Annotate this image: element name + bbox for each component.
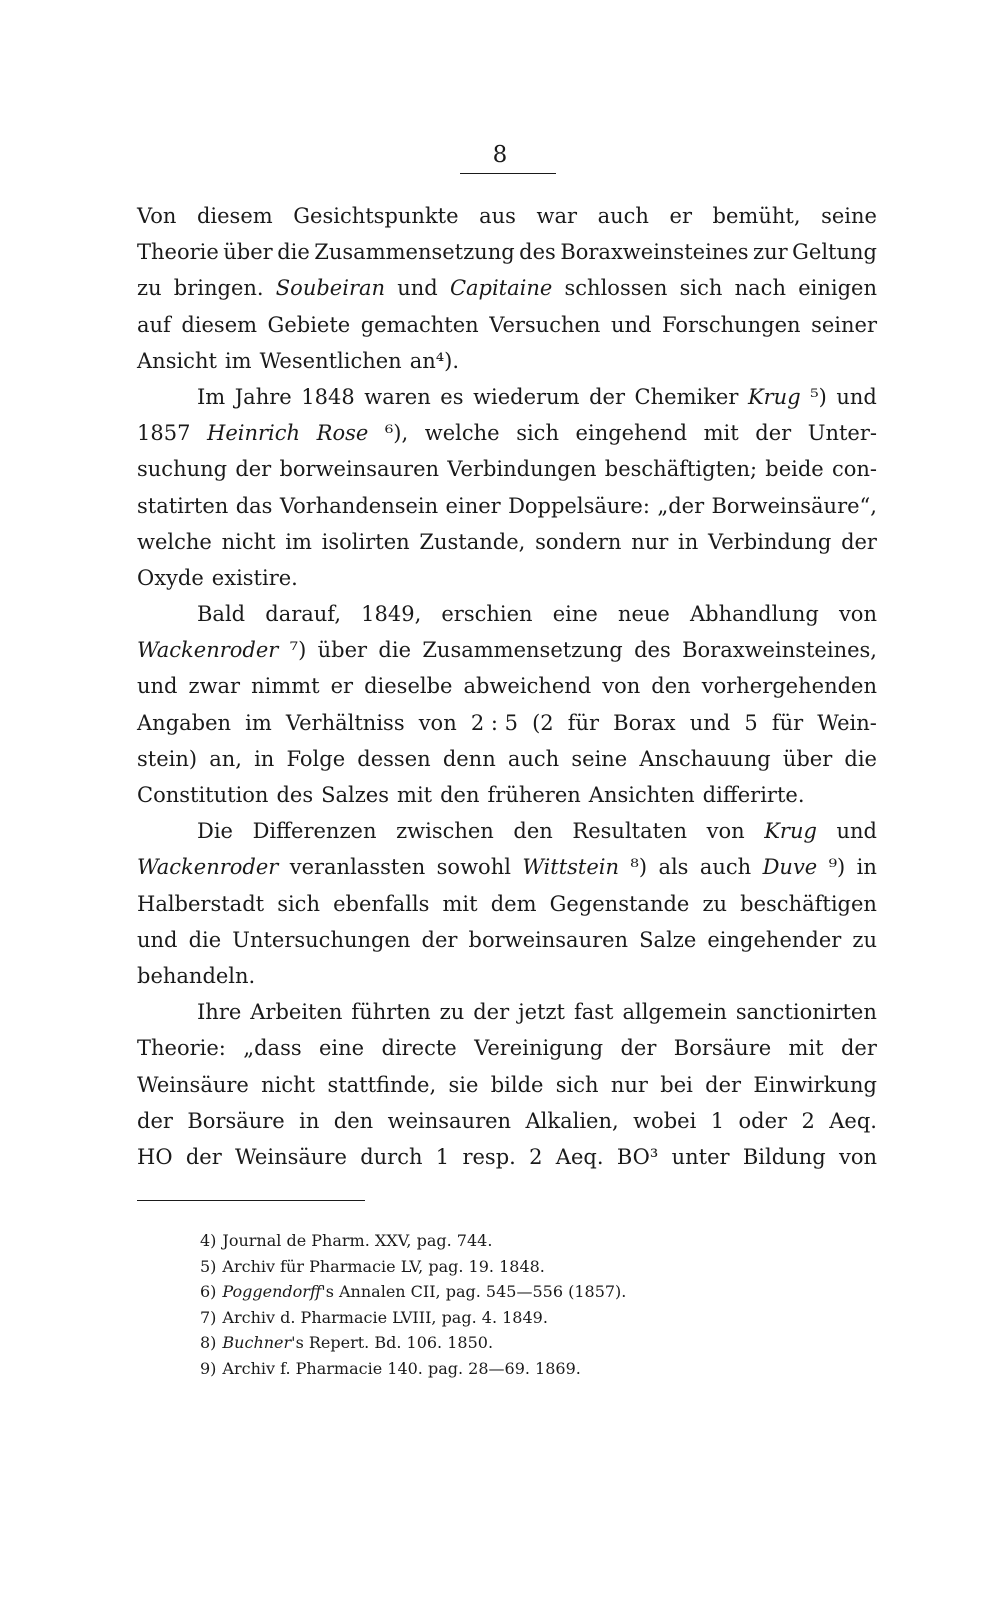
word: und — [836, 384, 877, 409]
word: dem — [490, 891, 537, 916]
word: und — [397, 276, 438, 301]
word: Differenzen — [252, 819, 377, 844]
word: wiederum — [473, 384, 580, 409]
header-rule — [460, 173, 556, 174]
footnote-number: 8) — [200, 1333, 217, 1352]
word: über — [317, 638, 368, 663]
word: des — [276, 783, 314, 807]
word: führten — [351, 1000, 431, 1025]
word: Wesentlichen — [259, 348, 402, 373]
word: Einwirkung — [753, 1072, 877, 1097]
word: auch — [699, 855, 752, 880]
word: zwischen — [396, 819, 494, 844]
word: Constitution — [137, 783, 269, 807]
word: bringen. — [173, 276, 264, 301]
word: die — [277, 240, 310, 265]
word: sich — [516, 421, 559, 446]
word: der — [473, 1000, 510, 1025]
footnote — [200, 1228, 760, 1254]
text-line — [137, 922, 877, 958]
word: ⁶), — [384, 421, 409, 446]
word: existire. — [211, 565, 298, 590]
word: Borweinsäure“, — [711, 493, 877, 518]
word: von — [838, 602, 877, 627]
word: von — [602, 674, 641, 699]
word: beide — [765, 457, 824, 482]
word: mit — [703, 421, 739, 446]
word: eingehender — [707, 927, 842, 952]
word: bei — [660, 1072, 693, 1097]
word: an⁴). — [409, 348, 460, 373]
word: Wein- — [817, 710, 877, 735]
word: 1848 — [301, 384, 355, 409]
footnote — [200, 1254, 760, 1280]
word: Gesichtspunkte — [293, 204, 459, 228]
word: bilde — [490, 1072, 544, 1097]
word: als — [658, 855, 689, 880]
word: „der — [657, 493, 705, 518]
word: Borsäure — [187, 1108, 285, 1133]
word: Aeq. — [555, 1144, 604, 1169]
footnote-text: Archiv d. Pharmacie LVIII, pag. 4. 1849. — [222, 1307, 548, 1327]
word: Verbindung — [708, 529, 832, 554]
word: Zusammensetzung — [314, 240, 515, 265]
footnote-number: 4) — [200, 1231, 217, 1250]
word: und — [610, 312, 652, 337]
word: bemüht, — [712, 204, 801, 228]
word: Weinsäure — [137, 1072, 249, 1097]
footnote-number: 5) — [200, 1256, 217, 1276]
word: Chemiker — [634, 384, 739, 409]
text-line — [137, 560, 877, 596]
text-line — [137, 379, 877, 415]
text-line — [137, 198, 877, 234]
word: Vorhandensein — [279, 493, 439, 518]
word: nicht — [261, 1072, 316, 1097]
word: der — [589, 384, 625, 409]
word: den — [333, 1108, 374, 1133]
word: darauf, — [265, 602, 341, 627]
text-line — [137, 524, 877, 560]
text-line — [137, 1067, 877, 1103]
word: Gebiete — [267, 312, 351, 337]
word: eine — [319, 1036, 365, 1061]
word: Krug — [747, 384, 801, 409]
text-line — [137, 234, 877, 270]
word: Salze — [639, 927, 697, 952]
word: directe — [381, 1036, 457, 1061]
word: das — [235, 493, 273, 518]
word: von — [838, 1144, 877, 1169]
word: Zusammensetzung — [422, 638, 623, 663]
word: Bald — [197, 602, 246, 627]
word: Unter- — [807, 421, 877, 446]
word: eingehend — [575, 421, 688, 446]
text-line — [137, 886, 877, 922]
word: 1857 — [137, 421, 191, 446]
page-number: 8 — [492, 142, 508, 168]
word: Doppelsäure: — [508, 493, 650, 518]
word: über — [223, 240, 273, 265]
word: zu — [852, 927, 877, 952]
word: welche — [137, 529, 212, 554]
footnotes — [200, 1228, 760, 1381]
word: unter — [671, 1144, 730, 1169]
word: Aeq. — [829, 1108, 877, 1133]
text-line — [137, 849, 877, 885]
word: con- — [831, 457, 877, 482]
word: Im — [197, 384, 226, 409]
word: nicht — [221, 529, 276, 554]
word: Ansicht — [137, 348, 217, 373]
word: resp. — [462, 1144, 516, 1169]
word: seiner — [811, 312, 877, 337]
word: die — [844, 746, 877, 771]
text-line — [137, 668, 877, 704]
word: nimmt — [251, 674, 320, 699]
word: stein) — [137, 746, 198, 771]
text-line — [137, 488, 877, 524]
text-line — [137, 1139, 877, 1175]
word: Boraxweinsteines, — [682, 638, 877, 663]
word: Rose — [316, 421, 369, 446]
word: Anschauung — [639, 746, 771, 771]
word: über — [782, 746, 833, 771]
word: zwar — [188, 674, 241, 699]
word: in — [678, 529, 699, 554]
word: mit — [788, 1036, 824, 1061]
word: 1 — [435, 1144, 450, 1169]
word: Wackenroder — [137, 855, 279, 880]
word: seine — [571, 746, 628, 771]
word: des — [634, 638, 671, 663]
word: 1 — [710, 1108, 725, 1133]
word: seine — [821, 204, 877, 228]
word: sowohl — [436, 855, 511, 880]
word: im — [285, 529, 312, 554]
word: den — [440, 783, 480, 807]
word: stattfinde, — [327, 1072, 437, 1097]
word: Forschungen — [661, 312, 801, 337]
word: und — [137, 927, 178, 952]
footnote-text: Buchner — [222, 1333, 292, 1352]
word: mit — [442, 891, 478, 916]
footnote — [200, 1356, 760, 1382]
word: Borax — [613, 710, 676, 735]
footnote-text: Archiv für Pharmacie LV, pag. 19. 1848. — [222, 1256, 545, 1276]
word: Capitaine — [449, 276, 553, 301]
word: der — [421, 927, 458, 952]
word: BO³ — [616, 1144, 659, 1169]
word: und — [836, 819, 877, 844]
word: war — [536, 204, 578, 228]
word: welche — [424, 421, 500, 446]
word: an, — [209, 746, 242, 771]
word: 5 — [744, 710, 758, 735]
word: von — [706, 819, 745, 844]
word: Abhandlung — [689, 602, 819, 627]
word: ⁷) — [289, 638, 307, 663]
word: in — [856, 855, 877, 880]
word: 2 — [529, 1144, 543, 1169]
text-line — [137, 1103, 877, 1139]
word: dessen — [357, 746, 431, 771]
word: der — [620, 1036, 657, 1061]
word: ⁸) — [630, 855, 648, 880]
word: wobei — [633, 1108, 697, 1133]
word: Angaben — [137, 710, 232, 735]
word: beschäftigten; — [604, 457, 758, 482]
word: behandeln. — [137, 963, 256, 988]
text-line — [137, 343, 877, 379]
footnote-text: 's Annalen CII, pag. 545—556 (1857). — [321, 1282, 627, 1301]
word: im — [245, 710, 272, 735]
word: der — [705, 1072, 742, 1097]
text-line — [137, 270, 877, 306]
word: differirte. — [702, 783, 805, 807]
word: Ansichten — [588, 783, 695, 807]
word: jetzt — [518, 1000, 565, 1025]
text-line — [137, 813, 877, 849]
word: der — [137, 1108, 173, 1133]
word: den — [651, 674, 691, 699]
word: der — [185, 1144, 222, 1169]
word: ebenfalls — [333, 891, 430, 916]
word: eine — [552, 602, 598, 627]
word: auf — [137, 312, 171, 337]
word: dieselbe — [364, 674, 453, 699]
word: Krug — [764, 819, 817, 844]
word: der — [755, 421, 792, 446]
word: 2 : 5 — [470, 710, 518, 735]
footnote — [200, 1305, 760, 1331]
word: Resultaten — [572, 819, 688, 844]
word: statirten — [137, 493, 229, 518]
word: sich — [555, 1072, 599, 1097]
text-line — [137, 705, 877, 741]
word: in — [254, 746, 275, 771]
word: weinsauren — [387, 1108, 512, 1133]
word: und — [137, 674, 178, 699]
text-line — [137, 632, 877, 668]
word: zu — [439, 1000, 465, 1025]
word: die — [378, 638, 411, 663]
footnote — [200, 1279, 760, 1305]
word: er — [330, 674, 354, 699]
word: der — [841, 529, 877, 554]
word: Oxyde — [137, 565, 204, 590]
word: Die — [197, 819, 233, 844]
word: Von — [137, 204, 177, 228]
word: Geltung — [792, 240, 877, 265]
word: veranlassten — [289, 855, 426, 880]
word: allgemein — [622, 1000, 727, 1025]
word: diesem — [196, 204, 273, 228]
word: neue — [617, 602, 670, 627]
word: mit — [397, 783, 433, 807]
word: nur — [610, 1072, 648, 1097]
word: Versuchen — [489, 312, 601, 337]
word: Weinsäure — [235, 1144, 347, 1169]
footnote-text: 's Repert. Bd. 106. 1850. — [291, 1333, 494, 1352]
text-line — [137, 777, 877, 813]
word: aus — [479, 204, 516, 228]
word: der — [840, 1036, 877, 1061]
word: waren — [364, 384, 431, 409]
word: gemachten — [360, 312, 479, 337]
word: diesem — [181, 312, 258, 337]
word: er — [669, 204, 692, 228]
word: fast — [573, 1000, 614, 1025]
word: borweinsauren — [468, 927, 629, 952]
word: denn — [442, 746, 496, 771]
word: Wackenroder — [137, 638, 279, 663]
word: in — [299, 1108, 320, 1133]
word: zur — [753, 240, 788, 265]
text-line — [137, 415, 877, 451]
word: ⁵) — [810, 384, 827, 409]
text-line — [137, 741, 877, 777]
word: sich — [679, 276, 723, 301]
body-text — [137, 198, 877, 1175]
word: den — [513, 819, 553, 844]
word: Untersuchungen — [232, 927, 411, 952]
word: Bildung — [742, 1144, 826, 1169]
word: der — [235, 457, 272, 482]
word: abweichend — [463, 674, 592, 699]
footnote-text: Archiv f. Pharmacie 140. pag. 28—69. 1869. — [222, 1358, 581, 1378]
word: Halberstadt — [137, 891, 265, 916]
word: einer — [445, 493, 501, 518]
footnote-rule — [137, 1200, 365, 1201]
word: für — [567, 710, 600, 735]
word: 1849, — [361, 602, 422, 627]
word: Folge — [286, 746, 346, 771]
word: isolirten — [321, 529, 410, 554]
word: die — [188, 927, 222, 952]
word: für — [771, 710, 804, 735]
footnote — [200, 1330, 760, 1356]
word: schlossen — [564, 276, 668, 301]
word: Verbindungen — [447, 457, 597, 482]
word: Verhältniss — [285, 710, 405, 735]
word: Jahre — [234, 384, 292, 409]
word: Zustande, — [419, 529, 526, 554]
footnote-text: Journal de Pharm. XXV, pag. 744. — [222, 1231, 493, 1250]
word: zu — [702, 891, 728, 916]
word: Borsäure — [673, 1036, 772, 1061]
word: des — [519, 240, 556, 265]
word: Wittstein — [522, 855, 620, 880]
word: durch — [360, 1144, 423, 1169]
word: Theorie: — [137, 1036, 226, 1061]
word: von — [418, 710, 457, 735]
word: beschäftigen — [740, 891, 877, 916]
word: sie — [448, 1072, 479, 1097]
word: auch — [597, 204, 649, 228]
text-line — [137, 307, 877, 343]
word: Duve — [762, 855, 818, 880]
word: suchung — [137, 457, 228, 482]
footnote-text: Poggendorff — [222, 1282, 322, 1301]
footnote-number: 6) — [200, 1282, 217, 1301]
word: vorhergehenden — [701, 674, 877, 699]
word: auch — [507, 746, 560, 771]
word: borweinsauren — [279, 457, 440, 482]
word: sich — [277, 891, 320, 916]
word: Soubeiran — [275, 276, 386, 301]
word: (2 — [532, 710, 554, 735]
word: Arbeiten — [250, 1000, 343, 1025]
word: und — [689, 710, 731, 735]
word: einigen — [798, 276, 877, 301]
word: es — [440, 384, 464, 409]
word: 2 — [801, 1108, 815, 1133]
word: Salzes — [321, 783, 390, 807]
word: nur — [631, 529, 669, 554]
word: Boraxweinsteines — [560, 240, 749, 265]
text-line — [137, 958, 877, 994]
word: Gegenstande — [549, 891, 690, 916]
word: Theorie — [137, 240, 219, 265]
word: oder — [738, 1108, 788, 1133]
word: Heinrich — [207, 421, 301, 446]
text-line — [137, 994, 877, 1030]
footnote-number: 9) — [200, 1358, 217, 1378]
text-line — [137, 596, 877, 632]
word: „dass — [243, 1036, 302, 1061]
text-line — [137, 1030, 877, 1066]
word: Vereinigung — [474, 1036, 604, 1061]
word: erschien — [441, 602, 533, 627]
text-line — [137, 451, 877, 487]
word: Alkalien, — [525, 1108, 619, 1133]
word: HO — [137, 1144, 173, 1169]
footnote-number: 7) — [200, 1307, 217, 1327]
word: sanctionirten — [735, 1000, 877, 1025]
word: ⁹) — [828, 855, 846, 880]
word: sondern — [535, 529, 622, 554]
word: nach — [734, 276, 786, 301]
word: zu — [137, 276, 162, 301]
word: früheren — [487, 783, 581, 807]
word: im — [224, 348, 252, 373]
word: Ihre — [197, 1000, 242, 1025]
